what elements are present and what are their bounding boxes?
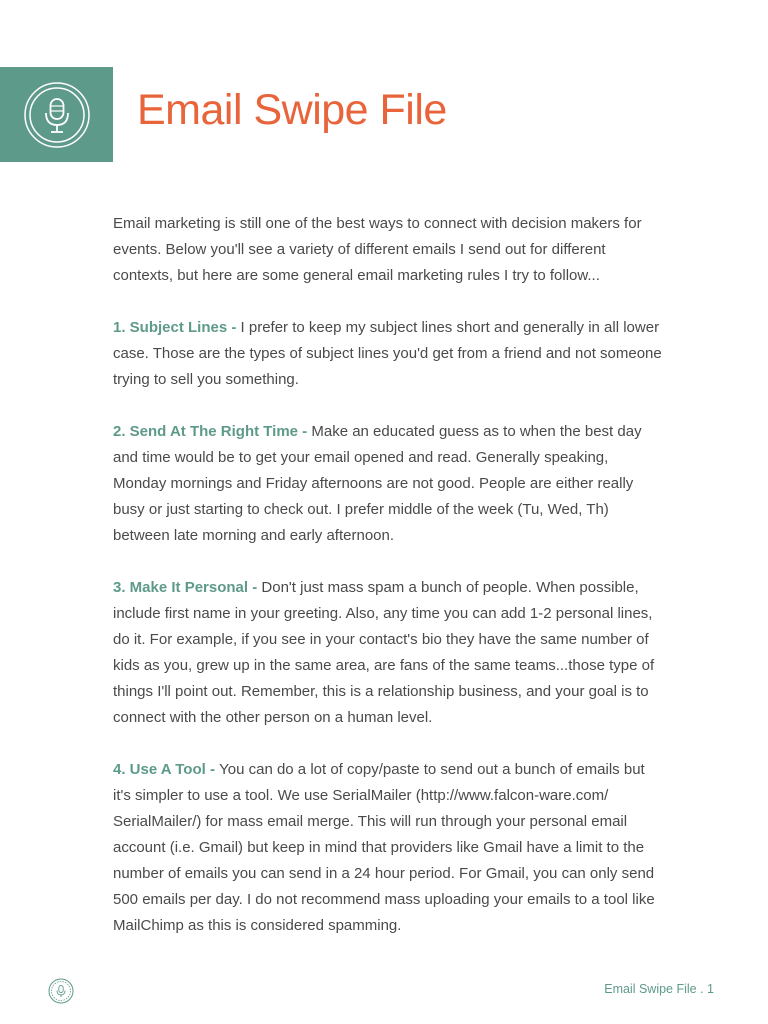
- footer-page-label: Email Swipe File . 1: [604, 982, 714, 996]
- rule-heading: 3. Make It Personal -: [113, 579, 262, 596]
- rule-heading: 4. Use A Tool -: [113, 761, 220, 778]
- rule-body: You can do a lot of copy/paste to send out a bunch of emails but it's simpler to use a tool. We use SerialMailer (http://www.falcon-ware.com/ SerialMailer/) for mass email merge. This will run through your personal email account (i.e. Gmail) but keep in mind that providers like Gmail have a limit to the number of emails you can send in a 24 hour period. For Gmail, you can only send 500 emails per day. I do not recommend mass uploading your emails to a tool like MailChimp as this is considered spamming.: [113, 761, 655, 934]
- page-title: Email Swipe File: [137, 86, 447, 134]
- rule-make-personal: [113, 575, 663, 731]
- microphone-icon: [23, 81, 91, 149]
- rule-body: I prefer to keep my subject lines short and generally in all lower case. Those are the types of subject lines you'd get from a friend and not someone trying to sell you something.: [113, 319, 662, 388]
- microphone-badge-icon: [48, 978, 74, 1004]
- intro-paragraph: Email marketing is still one of the best ways to connect with decision makers for events. Below you'll see a variety of different emails I send out for different contexts, but here are some general email marketing rules I try to follow...: [113, 215, 642, 284]
- rule-body: Don't just mass spam a bunch of people. When possible, include first name in your greeting. Also, any time you can add 1-2 personal lines, do it. For example, if you see in your contact's bio they have the same number of kids as you, grew up in the same area, are fans of the same teams...those type of things I'll point out. Remember, this is a relationship business, and your goal is to connect with the other person on a human level.: [113, 579, 655, 726]
- document-body: [113, 211, 663, 965]
- rule-send-time: [113, 419, 663, 549]
- rule-body: Make an educated guess as to when the best day and time would be to get your email opened and read. Generally speaking, Monday mornings and Friday afternoons are not good. People are either really busy or just starting to check out. I prefer middle of the week (Tu, Wed, Th) between late morning and early afternoon.: [113, 423, 642, 544]
- rule-heading: 2. Send At The Right Time -: [113, 423, 312, 440]
- rule-heading: 1. Subject Lines -: [113, 319, 241, 336]
- rule-subject-lines: [113, 315, 663, 393]
- header-logo-box: [0, 67, 113, 162]
- rule-use-tool: [113, 757, 663, 939]
